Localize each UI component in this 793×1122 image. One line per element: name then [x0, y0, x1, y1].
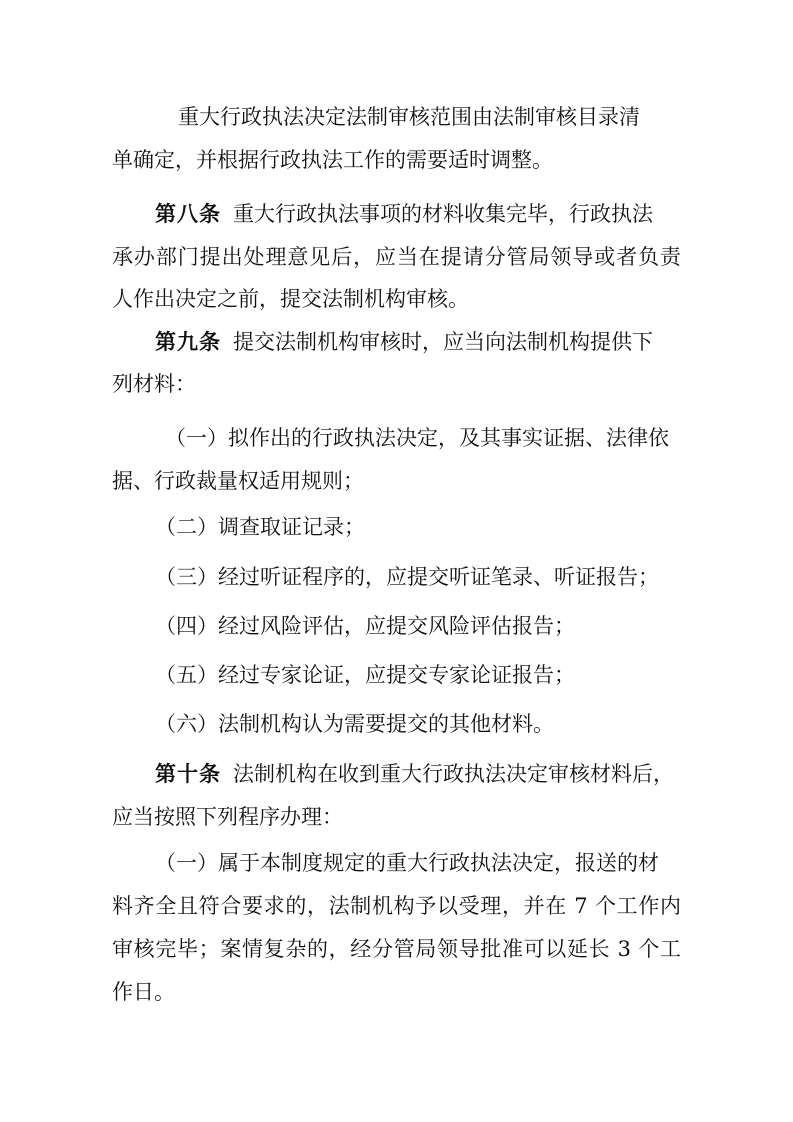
article-10-heading: 第十条: [155, 762, 221, 786]
list-item: （六）法制机构认为需要提交的其他材料。: [155, 712, 554, 736]
list-item: （五）经过专家论证，应提交专家论证报告；: [155, 663, 575, 687]
list-item-line: （一）属于本制度规定的重大行政执法决定，报送的材: [155, 851, 659, 875]
list-item-line: 据、行政裁量权适用规则；: [112, 469, 364, 493]
article-9-heading: 第九条: [155, 330, 221, 354]
list-item: （三）经过听证程序的，应提交听证笔录、听证报告；: [155, 565, 659, 589]
paragraph-line: 单确定，并根据行政执法工作的需要适时调整。: [112, 148, 553, 172]
paragraph-line: 列材料：: [112, 372, 196, 396]
paragraph-line: 人作出决定之前，提交法制机构审核。: [112, 287, 469, 311]
article-10-text: 法制机构在收到重大行政执法决定审核材料后，: [233, 762, 674, 786]
paragraph-line: 承办部门提出处理意见后，应当在提请分管局领导或者负责: [112, 245, 681, 269]
list-item: （二）调查取证记录；: [155, 515, 365, 539]
list-item-line: 料齐全且符合要求的，法制机构予以受理，并在 7 个工作内: [112, 894, 681, 918]
article-8-first-line: [155, 200, 653, 228]
list-item: （四）经过风险评估，应提交风险评估报告；: [155, 614, 575, 638]
article-8-text: 重大行政执法事项的材料收集完毕，行政执法: [233, 202, 653, 226]
article-9-text: 提交法制机构审核时，应当向法制机构提供下: [233, 330, 653, 354]
paragraph-line: 重大行政执法决定法制审核范围由法制审核目录清: [178, 105, 640, 129]
list-item-line: （一）拟作出的行政执法决定，及其事实证据、法律依: [165, 426, 669, 450]
paragraph-line: 应当按照下列程序办理：: [112, 805, 343, 829]
list-item-line: 作日。: [112, 980, 175, 1004]
article-9-first-line: [155, 328, 653, 356]
article-10-first-line: [155, 760, 674, 788]
list-item-line: 审核完毕；案情复杂的，经分管局领导批准可以延长 3 个工: [112, 937, 681, 961]
article-8-heading: 第八条: [155, 202, 221, 226]
